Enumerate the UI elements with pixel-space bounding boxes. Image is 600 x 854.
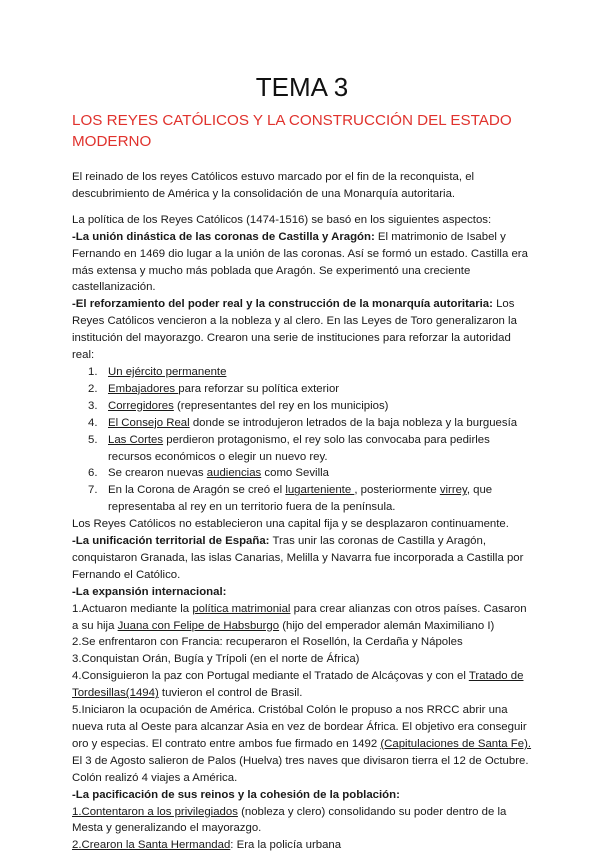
politica-paragraph: La política de los Reyes Católicos (1474-1516) se basó en los siguientes aspectos:: [72, 213, 492, 226]
union-section: [72, 229, 532, 297]
refuerzo-section: [72, 296, 532, 364]
expansion-point-3: 3.Conquistan Orán, Bugía y Trípoli (en el norte de África): [72, 653, 360, 666]
refuerzo-text: Los Reyes Católicos vencieron a la nobleza y al clero. En las Leyes de Toro generalizaron la institución del mayorazgo. Crearon una serie de instituciones para reforzar la autoridad real:: [72, 298, 517, 362]
pacificacion-point-2: 2.Crearon la Santa Hermandad: Era la policía urbana: [72, 839, 342, 852]
list-item: 7. En la Corona de Aragón se creó el lugarteniente , posteriormente virrey, que representaba al rey en un territorio fuera de la península.: [88, 484, 493, 514]
pacificacion-point-1: 1.Contentaron a los privilegiados (nobleza y clero) consolidando su poder dentro de la Mesta y generalizando el mayorazgo.: [72, 805, 507, 835]
union-text: El matrimonio de Isabel y Fernando en 1469 dio lugar a la unión de las coronas. Así se formó un estado. Castilla era más extensa y mucho más poblada que Aragón. Se experimentó una creciente castellanización.: [72, 230, 528, 294]
unificacion-heading: -La unificación territorial de España:: [72, 535, 270, 548]
list-item: 5. Las Cortes perdieron protagonismo, el rey solo las convocaba para pedirles recursos económicos o elegir un nuevo rey.: [88, 433, 490, 463]
list-item: 1. Un ejército permanente: [88, 365, 227, 378]
list-item: 4. El Consejo Real donde se introdujeron letrados de la baja nobleza y la burguesía: [88, 416, 518, 429]
document-page: [72, 70, 532, 854]
institutions-list: [72, 364, 532, 516]
expansion-point-1: 1.Actuaron mediante la política matrimonial para crear alianzas con otros países. Casaron a su hija Juana con Felipe de Habsburgo (hijo del emperador alemán Maximiliano I): [72, 602, 527, 632]
expansion-point-2: 2.Se enfrentaron con Francia: recuperaron el Rosellón, la Cerdaña y Nápoles: [72, 636, 463, 649]
list-item: 3. Corregidores (representantes del rey en los municipios): [88, 399, 389, 412]
page-subtitle: LOS REYES CATÓLICOS Y LA CONSTRUCCIÓN DEL ESTADO MODERNO: [72, 112, 512, 150]
expansion-point-4: 4.Consiguieron la paz con Portugal mediante el Tratado de Alcáçovas y con el Tratado de Tordesillas(1494) tuvieron el control de Brasil.: [72, 670, 524, 700]
page-title: TEMA 3: [255, 72, 349, 102]
refuerzo-heading: -El reforzamiento del poder real y la construcción de la monarquía autoritaria:: [72, 298, 493, 311]
unificacion-section: -La unificación territorial de España: Tras unir las coronas de Castilla y Aragón, conquistaron Granada, las islas Canarias, Melilla y Navarra fue incorporada a Castilla por Fernando el Católico.: [72, 535, 524, 581]
capital-paragraph: Los Reyes Católicos no establecieron una capital fija y se desplazaron continuamente.: [72, 518, 509, 531]
union-heading: -La unión dinástica de las coronas de Castilla y Aragón:: [72, 230, 375, 243]
intro-paragraph: El reinado de los reyes Católicos estuvo marcado por el fin de la reconquista, el descubrimiento de América y la consolidación de una Monarquía autoritaria.: [72, 171, 475, 200]
expansion-heading: -La expansión internacional:: [72, 585, 227, 598]
list-item: 6. Se crearon nuevas audiencias como Sevilla: [88, 467, 329, 480]
pacificacion-heading: -La pacificación de sus reinos y la cohesión de la población:: [72, 788, 400, 801]
list-item: 2. Embajadores para reforzar su política exterior: [88, 382, 340, 395]
expansion-point-5: 5.Iniciaron la ocupación de América. Cristóbal Colón le propuso a nos RRCC abrir una nueva ruta al Oeste para alcanzar Asia en vez de bordear África. El objetivo era conseguir oro y especias. El contrato entre ambos fue firmado en 1492 (Capitulaciones de Santa Fe). El 3 de Agosto salieron de Palos (Huelva) tres naves que divisaron tierra el 12 de Octubre. Colón realizó 4 viajes a América.: [72, 704, 532, 784]
